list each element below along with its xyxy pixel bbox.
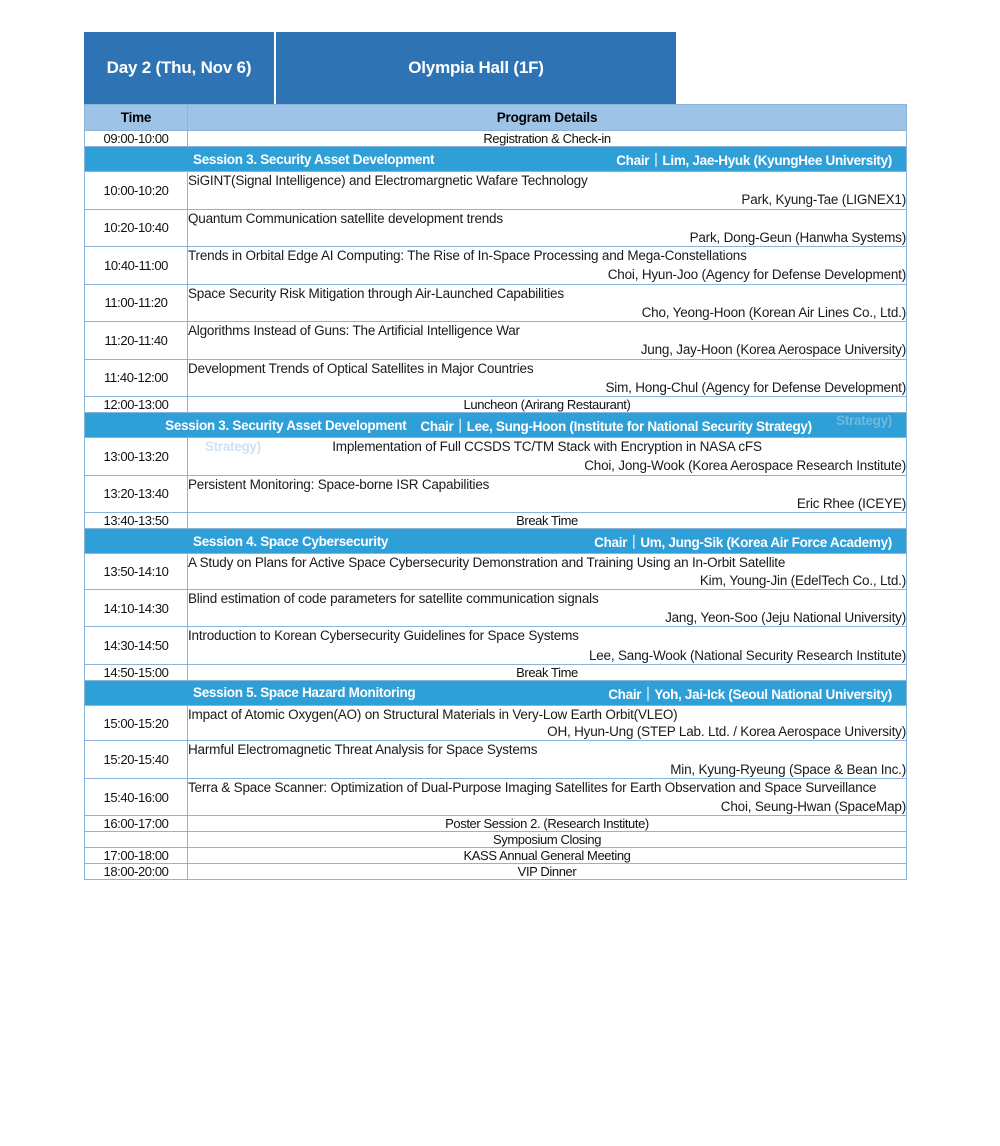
program-cell — [188, 247, 907, 285]
table-row — [85, 147, 907, 172]
talk-title: Trends in Orbital Edge AI Computing: The Rise of In-Space Processing and Mega-Constellations — [188, 248, 747, 264]
talk-speaker: Kim, Young-Jin (EdelTech Co., Ltd.) — [699, 572, 906, 588]
session-title: Session 3. Security Asset Development — [193, 151, 435, 167]
program-cell — [188, 705, 907, 741]
program-cell: KASS Annual General Meeting — [188, 848, 907, 864]
table-row — [85, 438, 907, 476]
table-row — [85, 529, 907, 554]
time-cell: 16:00-17:00 — [85, 816, 188, 832]
table-row — [85, 627, 907, 665]
program-cell: Registration & Check-in — [188, 131, 907, 147]
time-cell: 14:10-14:30 — [85, 589, 188, 627]
talk-speaker: Cho, Yeong-Hoon (Korean Air Lines Co., Ltd.) — [641, 304, 906, 320]
talk-title: Blind estimation of code parameters for satellite communication signals — [188, 590, 599, 606]
program-cell — [188, 778, 907, 816]
table-row — [85, 513, 907, 529]
time-cell: 12:00-13:00 — [85, 397, 188, 413]
program-cell: VIP Dinner — [188, 864, 907, 880]
table-row — [85, 705, 907, 741]
talk-title: Impact of Atomic Oxygen(AO) on Structural Materials in Very-Low Earth Orbit(VLEO) — [188, 706, 678, 722]
program-cell — [188, 284, 907, 322]
table-row — [85, 247, 907, 285]
table-row — [85, 554, 907, 590]
table-row — [85, 209, 907, 247]
time-cell: 14:50-15:00 — [85, 664, 188, 680]
program-cell: Break Time — [188, 664, 907, 680]
session-title: Session 3. Security Asset Development — [165, 417, 407, 433]
talk-speaker: Jang, Yeon-Soo (Jeju National University) — [665, 610, 906, 626]
schedule-page — [84, 32, 906, 880]
time-cell: 13:20-13:40 — [85, 475, 188, 513]
time-cell: 09:00-10:00 — [85, 131, 188, 147]
talk-title: Introduction to Korean Cybersecurity Guidelines for Space Systems — [188, 628, 579, 644]
banner-day-label: Day 2 (Thu, Nov 6) — [84, 32, 276, 104]
talk-speaker: Sim, Hong-Chul (Agency for Defense Development) — [605, 379, 906, 395]
table-row — [85, 741, 907, 779]
time-cell: 14:30-14:50 — [85, 627, 188, 665]
table-header-row — [85, 105, 907, 131]
session-header-bar — [85, 529, 907, 554]
talk-title: Development Trends of Optical Satellites in Major Countries — [188, 360, 534, 376]
header-time: Time — [85, 105, 188, 131]
talk-title: A Study on Plans for Active Space Cybersecurity Demonstration and Training Using an In-Orbit Satellite — [188, 555, 786, 571]
table-row — [85, 131, 907, 147]
talk-speaker: Jung, Jay-Hoon (Korea Aerospace University) — [640, 342, 906, 358]
talk-speaker: Min, Kyung-Ryeung (Space & Bean Inc.) — [670, 761, 906, 777]
time-cell: 15:20-15:40 — [85, 741, 188, 779]
program-cell: Poster Session 2. (Research Institute) — [188, 816, 907, 832]
time-cell — [85, 832, 188, 848]
program-cell — [188, 475, 907, 513]
time-cell: 13:40-13:50 — [85, 513, 188, 529]
program-cell — [188, 554, 907, 590]
session-chair-overflow: Strategy) — [205, 439, 261, 455]
program-cell — [188, 741, 907, 779]
session-chair: Chair｜Um, Jung-Sik (Korea Air Force Academy) — [594, 535, 892, 551]
session-chair-overflow-right: Strategy) — [836, 413, 892, 429]
table-row — [85, 816, 907, 832]
talk-speaker: Choi, Jong-Wook (Korea Aerospace Research Institute) — [584, 458, 906, 474]
program-cell — [188, 359, 907, 397]
table-row — [85, 848, 907, 864]
time-cell: 17:00-18:00 — [85, 848, 188, 864]
talk-speaker: Eric Rhee (ICEYE) — [796, 495, 906, 511]
program-cell — [188, 589, 907, 627]
session-header-bar — [85, 680, 907, 705]
table-row — [85, 864, 907, 880]
session-chair: Chair｜Yoh, Jai-Ick (Seoul National University) — [608, 686, 892, 702]
session-title: Session 5. Space Hazard Monitoring — [193, 685, 416, 701]
talk-speaker: OH, Hyun-Ung (STEP Lab. Ltd. / Korea Aerospace University) — [547, 724, 906, 740]
table-row — [85, 832, 907, 848]
time-cell: 10:00-10:20 — [85, 172, 188, 210]
table-row — [85, 172, 907, 210]
time-cell: 15:00-15:20 — [85, 705, 188, 741]
time-cell: 18:00-20:00 — [85, 864, 188, 880]
table-row — [85, 778, 907, 816]
session-header-bar — [85, 147, 907, 172]
program-cell — [188, 322, 907, 360]
table-row — [85, 664, 907, 680]
header-program: Program Details — [188, 105, 907, 131]
session-chair: Chair｜Lim, Jae-Hyuk (KyungHee University) — [616, 153, 892, 168]
day-banner — [84, 32, 676, 104]
talk-title: SiGINT(Signal Intelligence) and Electromargnetic Wafare Technology — [188, 173, 588, 188]
program-cell: Break Time — [188, 513, 907, 529]
time-cell: 15:40-16:00 — [85, 778, 188, 816]
program-cell: Symposium Closing — [188, 832, 907, 848]
talk-title: Terra & Space Scanner: Optimization of Dual-Purpose Imaging Satellites for Earth Observation and Space Surveillance — [188, 779, 877, 795]
time-cell: 10:20-10:40 — [85, 209, 188, 247]
table-row — [85, 397, 907, 413]
table-row — [85, 475, 907, 513]
banner-hall-label: Olympia Hall (1F) — [276, 32, 676, 104]
time-cell: 11:40-12:00 — [85, 359, 188, 397]
program-cell — [188, 627, 907, 665]
program-cell: Luncheon (Arirang Restaurant) — [188, 397, 907, 413]
time-cell: 11:20-11:40 — [85, 322, 188, 360]
talk-speaker: Park, Kyung-Tae (LIGNEX1) — [741, 192, 906, 208]
table-row — [85, 359, 907, 397]
session-title: Session 4. Space Cybersecurity — [193, 533, 389, 549]
session-chair: Chair｜Lee, Sung-Hoon (Institute for National Security Strategy) — [420, 419, 812, 435]
program-cell — [188, 172, 907, 210]
table-row — [85, 413, 907, 438]
table-row — [85, 322, 907, 360]
talk-title: Persistent Monitoring: Space-borne ISR Capabilities — [188, 476, 490, 492]
time-cell: 10:40-11:00 — [85, 247, 188, 285]
table-row — [85, 680, 907, 705]
talk-speaker: Choi, Hyun-Joo (Agency for Defense Development) — [607, 267, 906, 283]
talk-title: Implementation of Full CCSDS TC/TM Stack with Encryption in NASA cFS — [332, 439, 762, 455]
talk-speaker: Lee, Sang-Wook (National Security Research Institute) — [588, 647, 906, 663]
table-row — [85, 589, 907, 627]
program-cell — [188, 438, 907, 476]
talk-title: Algorithms Instead of Guns: The Artificial Intelligence War — [188, 323, 520, 339]
time-cell: 13:50-14:10 — [85, 554, 188, 590]
talk-title: Harmful Electromagnetic Threat Analysis for Space Systems — [188, 742, 538, 758]
talk-title: Space Security Risk Mitigation through Air-Launched Capabilities — [188, 285, 564, 301]
schedule-table — [84, 104, 907, 880]
time-cell: 11:00-11:20 — [85, 284, 188, 322]
program-cell — [188, 209, 907, 247]
talk-speaker: Park, Dong-Geun (Hanwha Systems) — [689, 229, 906, 245]
talk-title: Quantum Communication satellite development trends — [188, 210, 503, 226]
talk-speaker: Choi, Seung-Hwan (SpaceMap) — [720, 799, 906, 815]
time-cell: 13:00-13:20 — [85, 438, 188, 476]
table-row — [85, 284, 907, 322]
